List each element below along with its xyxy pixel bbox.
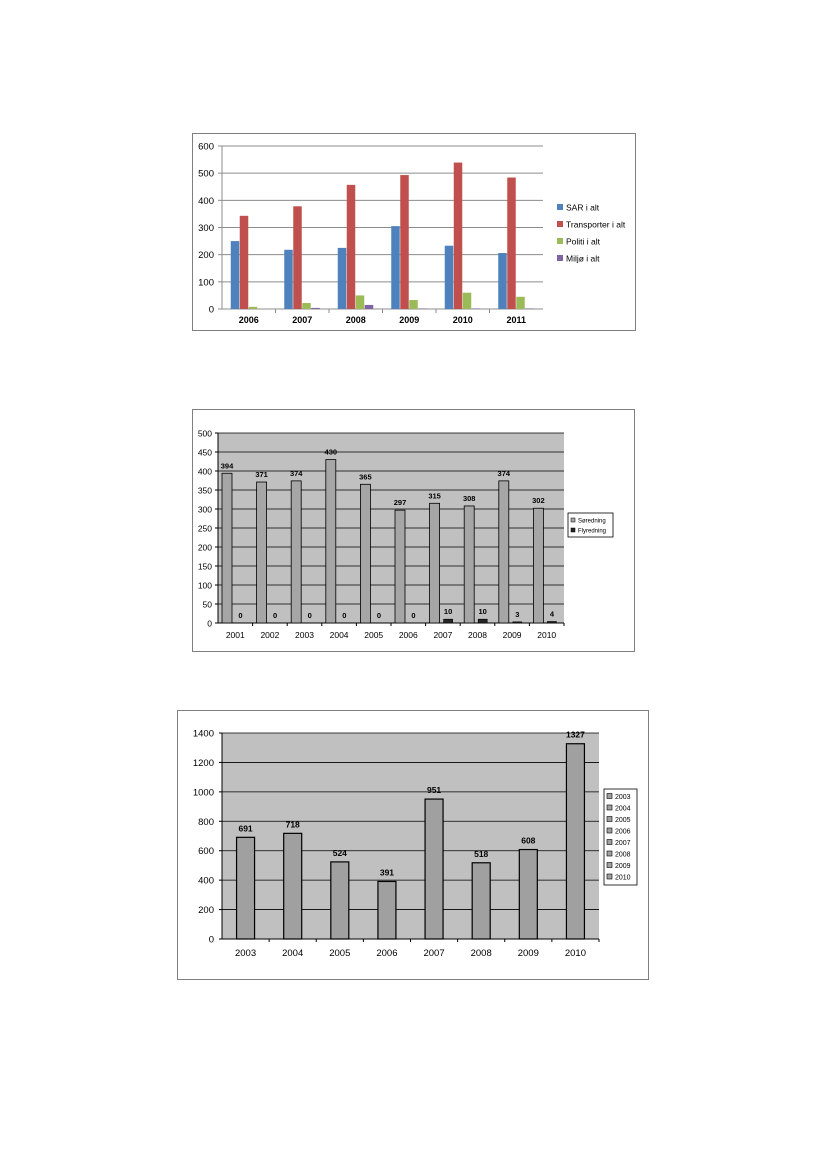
- x-tick-label: 2007: [433, 630, 453, 640]
- data-label-flyredning: 10: [478, 607, 487, 617]
- data-label-soredning: 302: [532, 496, 545, 506]
- chart-3-yearly-totals: [177, 710, 649, 980]
- y-tick-label: 50: [202, 599, 212, 610]
- legend-swatch: [607, 851, 612, 856]
- bar-2009: [519, 850, 537, 939]
- x-tick-label: 2007: [292, 315, 313, 325]
- data-label-flyredning: 0: [307, 611, 312, 620]
- data-label-flyredning: 3: [515, 609, 520, 619]
- y-tick-label: 300: [198, 223, 214, 234]
- y-tick-label: 200: [198, 905, 214, 917]
- y-tick-label: 350: [197, 485, 212, 496]
- legend-swatch: [607, 863, 612, 868]
- legend-label: Politi i alt: [566, 236, 601, 247]
- bar-sar-i-alt-2007: [284, 250, 293, 309]
- data-label-soredning: 374: [497, 468, 511, 478]
- data-label-flyredning: 4: [549, 609, 554, 619]
- bar-politi-i-alt-2011: [516, 297, 525, 309]
- y-tick-label: 400: [197, 466, 212, 477]
- bar-2005: [331, 862, 349, 939]
- bar-politi-i-alt-2010: [463, 293, 472, 309]
- bar-soredning-2010: [533, 508, 543, 623]
- data-label-flyredning: 0: [342, 611, 347, 620]
- legend-label: Miljø i alt: [566, 253, 600, 264]
- x-tick-label: 2010: [564, 948, 587, 959]
- data-label: 951: [426, 785, 442, 796]
- y-tick-label: 1400: [192, 728, 214, 740]
- y-tick-label: 1200: [192, 757, 214, 769]
- x-tick-label: 2005: [364, 630, 384, 640]
- x-tick-label: 2008: [468, 630, 487, 640]
- legend-label: 2010: [615, 874, 631, 882]
- legend-label: Transporter i alt: [566, 219, 626, 230]
- bar-sar-i-alt-2006: [231, 241, 240, 309]
- bar-politi-i-alt-2009: [409, 300, 418, 309]
- chart-2-svg: [193, 410, 636, 653]
- y-tick-label: 150: [197, 561, 212, 572]
- bar-2010: [566, 744, 584, 939]
- bar-politi-i-alt-2007: [302, 303, 311, 309]
- data-label: 691: [238, 823, 253, 834]
- legend-label: 2008: [615, 851, 631, 859]
- legend-swatch: [557, 255, 563, 261]
- data-label: 391: [379, 867, 395, 878]
- data-label: 1327: [565, 729, 585, 740]
- data-label-flyredning: 0: [273, 611, 278, 620]
- data-label-soredning: 430: [324, 447, 338, 457]
- x-tick-label: 2006: [238, 315, 259, 325]
- bar-soredning-2002: [257, 482, 267, 623]
- data-label-soredning: 297: [393, 498, 407, 508]
- data-label: 524: [332, 847, 347, 858]
- bar-2004: [284, 833, 302, 939]
- bar-miljø-i-alt-2010: [472, 308, 481, 309]
- x-tick-label: 2002: [260, 630, 280, 640]
- bar-politi-i-alt-2006: [249, 307, 258, 309]
- bar-transporter-i-alt-2006: [240, 216, 249, 309]
- chart-2-rescue-missions: [192, 409, 635, 652]
- data-label-flyredning: 10: [443, 607, 453, 617]
- bar-2006: [378, 881, 396, 939]
- bar-flyredning-2009: [513, 622, 522, 623]
- legend-label: 2003: [615, 794, 631, 801]
- bar-miljø-i-alt-2008: [365, 305, 374, 309]
- x-tick-label: 2004: [329, 630, 349, 640]
- y-tick-label: 300: [197, 504, 212, 515]
- y-tick-label: 800: [198, 816, 214, 828]
- bar-flyredning-2007: [444, 619, 453, 623]
- data-label-flyredning: 0: [238, 611, 243, 620]
- bar-flyredning-2010: [547, 621, 556, 623]
- data-label-soredning: 365: [359, 472, 372, 482]
- x-tick-label: 2009: [517, 948, 539, 959]
- y-tick-label: 0: [207, 618, 212, 629]
- legend-label: 2009: [615, 863, 631, 870]
- chart-1-svg: [193, 134, 637, 332]
- bar-soredning-2003: [291, 481, 301, 623]
- y-tick-label: 0: [208, 304, 214, 316]
- data-label-soredning: 371: [255, 470, 268, 480]
- x-tick-label: 2011: [506, 315, 527, 325]
- x-tick-label: 2004: [282, 948, 304, 959]
- legend-swatch: [571, 518, 575, 522]
- data-label: 718: [285, 819, 300, 830]
- data-label: 518: [474, 848, 489, 859]
- x-tick-label: 2003: [295, 630, 314, 640]
- x-tick-label: 2009: [399, 315, 420, 325]
- legend-swatch: [607, 828, 612, 833]
- legend-swatch: [571, 528, 575, 532]
- bar-sar-i-alt-2009: [391, 226, 400, 309]
- data-label-soredning: 374: [289, 468, 303, 478]
- bar-miljø-i-alt-2009: [418, 308, 427, 309]
- y-tick-label: 100: [198, 277, 214, 289]
- legend-swatch: [607, 874, 612, 879]
- x-tick-label: 2008: [345, 315, 366, 325]
- legend-label: 2004: [615, 805, 631, 813]
- bar-transporter-i-alt-2009: [400, 175, 409, 309]
- x-tick-label: 2003: [234, 948, 257, 959]
- legend-label: SAR i alt: [566, 202, 600, 213]
- data-label-soredning: 315: [428, 491, 441, 501]
- data-label-soredning: 308: [462, 493, 476, 503]
- legend-swatch: [607, 805, 612, 810]
- x-tick-label: 2009: [502, 630, 522, 640]
- bar-soredning-2004: [326, 460, 336, 623]
- legend-label: 2005: [615, 817, 631, 824]
- bar-flyredning-2008: [478, 619, 487, 623]
- bar-soredning-2009: [499, 481, 509, 623]
- data-label: 608: [521, 835, 536, 846]
- legend-swatch: [557, 204, 563, 210]
- bar-transporter-i-alt-2010: [454, 163, 463, 309]
- legend-swatch: [607, 817, 612, 822]
- bar-transporter-i-alt-2008: [347, 185, 356, 309]
- legend-label: 2006: [615, 828, 631, 836]
- bar-transporter-i-alt-2007: [293, 206, 302, 309]
- legend-label: Flyredning: [578, 528, 607, 535]
- data-label-soredning: 394: [220, 461, 234, 471]
- x-tick-label: 2006: [376, 948, 398, 959]
- y-tick-label: 400: [198, 195, 214, 207]
- x-tick-label: 2006: [398, 630, 418, 640]
- y-tick-label: 100: [197, 580, 212, 591]
- y-tick-label: 500: [197, 428, 212, 439]
- data-label-flyredning: 0: [411, 611, 416, 620]
- y-tick-label: 450: [197, 447, 212, 458]
- legend-swatch: [607, 840, 612, 845]
- bar-miljø-i-alt-2011: [525, 308, 534, 309]
- x-tick-label: 2008: [470, 948, 492, 959]
- chart-3-svg: [178, 711, 650, 981]
- bar-soredning-2006: [395, 510, 405, 623]
- x-tick-label: 2001: [225, 630, 245, 640]
- bar-soredning-2005: [360, 484, 370, 623]
- y-tick-label: 1000: [192, 787, 214, 799]
- bar-2007: [425, 799, 443, 939]
- bar-miljø-i-alt-2007: [311, 308, 320, 309]
- y-tick-label: 200: [197, 542, 212, 553]
- x-tick-label: 2005: [329, 948, 351, 959]
- bar-sar-i-alt-2008: [338, 248, 347, 309]
- bar-sar-i-alt-2011: [498, 253, 507, 309]
- y-tick-label: 400: [198, 875, 214, 887]
- bar-2008: [472, 863, 490, 939]
- bar-transporter-i-alt-2011: [507, 178, 516, 309]
- legend-label: Søredning: [578, 518, 606, 525]
- legend-swatch: [557, 221, 563, 227]
- bar-soredning-2008: [464, 506, 474, 623]
- bar-2003: [237, 837, 255, 939]
- bar-soredning-2001: [222, 473, 232, 623]
- y-tick-label: 600: [198, 141, 214, 153]
- bar-sar-i-alt-2010: [445, 246, 454, 309]
- legend-swatch: [607, 794, 612, 799]
- x-tick-label: 2010: [537, 630, 557, 640]
- data-label-flyredning: 0: [376, 611, 381, 620]
- bar-politi-i-alt-2008: [356, 295, 365, 309]
- y-tick-label: 0: [208, 934, 214, 946]
- legend-box: [604, 789, 637, 885]
- legend-label: 2007: [615, 840, 631, 847]
- x-tick-label: 2007: [423, 948, 445, 959]
- y-tick-label: 500: [198, 168, 214, 180]
- chart-1-transport-missions: [192, 133, 636, 331]
- legend-swatch: [557, 238, 563, 244]
- x-tick-label: 2010: [452, 315, 473, 325]
- plot-area: [222, 733, 599, 939]
- y-tick-label: 200: [198, 250, 214, 262]
- y-tick-label: 600: [198, 846, 214, 858]
- bar-soredning-2007: [430, 503, 440, 623]
- y-tick-label: 250: [197, 523, 212, 534]
